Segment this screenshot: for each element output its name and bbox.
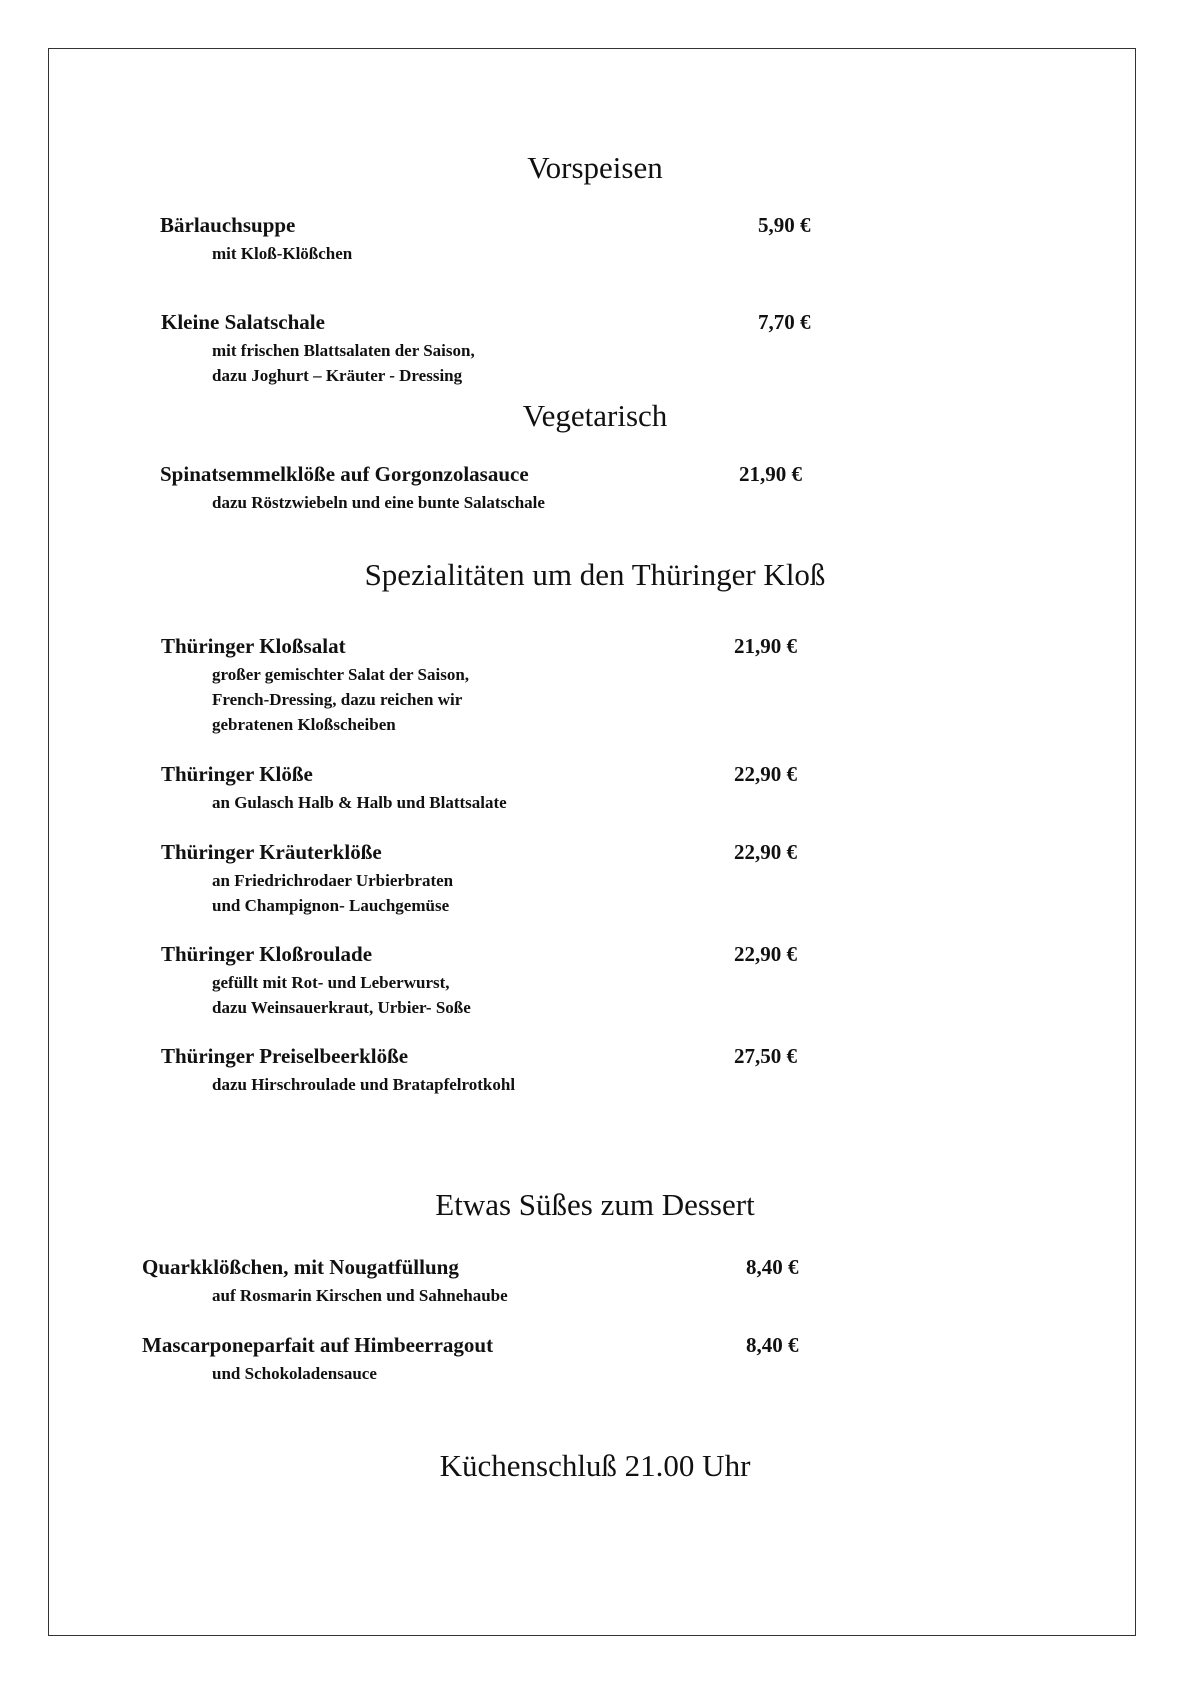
description-line: gebratenen Kloßscheiben: [212, 715, 396, 734]
dish-description: [212, 868, 453, 918]
description-line: gefüllt mit Rot- und Leberwurst,: [212, 973, 450, 992]
description-line: großer gemischter Salat der Saison,: [212, 665, 470, 684]
dish-name: Spinatsemmelklöße auf Gorgonzolasauce: [160, 462, 529, 486]
description-line: auf Rosmarin Kirschen und Sahnehaube: [212, 1286, 508, 1305]
dish-price: 7,70 €: [758, 310, 811, 334]
description-line: mit frischen Blattsalaten der Saison,: [212, 341, 475, 360]
dish-price: 8,40 €: [746, 1333, 799, 1357]
dish-description: [212, 790, 507, 815]
description-line: dazu Röstzwiebeln und eine bunte Salatschale: [212, 493, 545, 512]
description-line: und Champignon- Lauchgemüse: [212, 896, 450, 915]
section-title-dessert: Etwas Süßes zum Dessert: [435, 1187, 755, 1222]
dish-description: [212, 970, 471, 1020]
dish-description: [212, 1072, 515, 1097]
dish-name: Quarkklößchen, mit Nougatfüllung: [142, 1255, 459, 1279]
dish-price: 22,90 €: [734, 762, 797, 786]
dish-price: 5,90 €: [758, 213, 811, 237]
dish-description: [212, 338, 475, 388]
dish-name: Thüringer Kräuterklöße: [161, 840, 382, 864]
dish-description: [212, 241, 352, 266]
dish-name: Thüringer Klöße: [161, 762, 313, 786]
dish-price: 27,50 €: [734, 1044, 797, 1068]
dish-price: 8,40 €: [746, 1255, 799, 1279]
description-line: dazu Hirschroulade und Bratapfelrotkohl: [212, 1075, 516, 1094]
dish-name: Kleine Salatschale: [161, 310, 325, 334]
dish-name: Thüringer Preiselbeerklöße: [161, 1044, 409, 1068]
section-title-spezialitaeten: Spezialitäten um den Thüringer Kloß: [364, 557, 826, 592]
description-line: mit Kloß-Klößchen: [212, 244, 353, 263]
description-line: und Schokoladensauce: [212, 1364, 377, 1383]
dish-price: 22,90 €: [734, 942, 797, 966]
dish-price: 22,90 €: [734, 840, 797, 864]
description-line: an Gulasch Halb & Halb und Blattsalate: [212, 793, 507, 812]
kitchen-closing-note: Küchenschluß 21.00 Uhr: [439, 1448, 751, 1483]
section-title-vegetarisch: Vegetarisch: [522, 398, 668, 433]
description-line: dazu Joghurt – Kräuter - Dressing: [212, 366, 463, 385]
dish-name: Thüringer Kloßroulade: [161, 942, 373, 966]
section-title-vorspeisen: Vorspeisen: [527, 150, 663, 185]
dish-description: [212, 490, 545, 515]
description-line: dazu Weinsauerkraut, Urbier- Soße: [212, 998, 471, 1017]
dish-description: [212, 1361, 377, 1386]
dish-description: [212, 1283, 508, 1308]
dish-price: 21,90 €: [739, 462, 802, 486]
dish-price: 21,90 €: [734, 634, 797, 658]
description-line: an Friedrichrodaer Urbierbraten: [212, 871, 454, 890]
dish-name: Bärlauchsuppe: [160, 213, 296, 237]
dish-description: [212, 662, 469, 737]
description-line: French-Dressing, dazu reichen wir: [212, 690, 463, 709]
dish-name: Thüringer Kloßsalat: [161, 634, 346, 658]
dish-name: Mascarponeparfait auf Himbeerragout: [142, 1333, 494, 1357]
